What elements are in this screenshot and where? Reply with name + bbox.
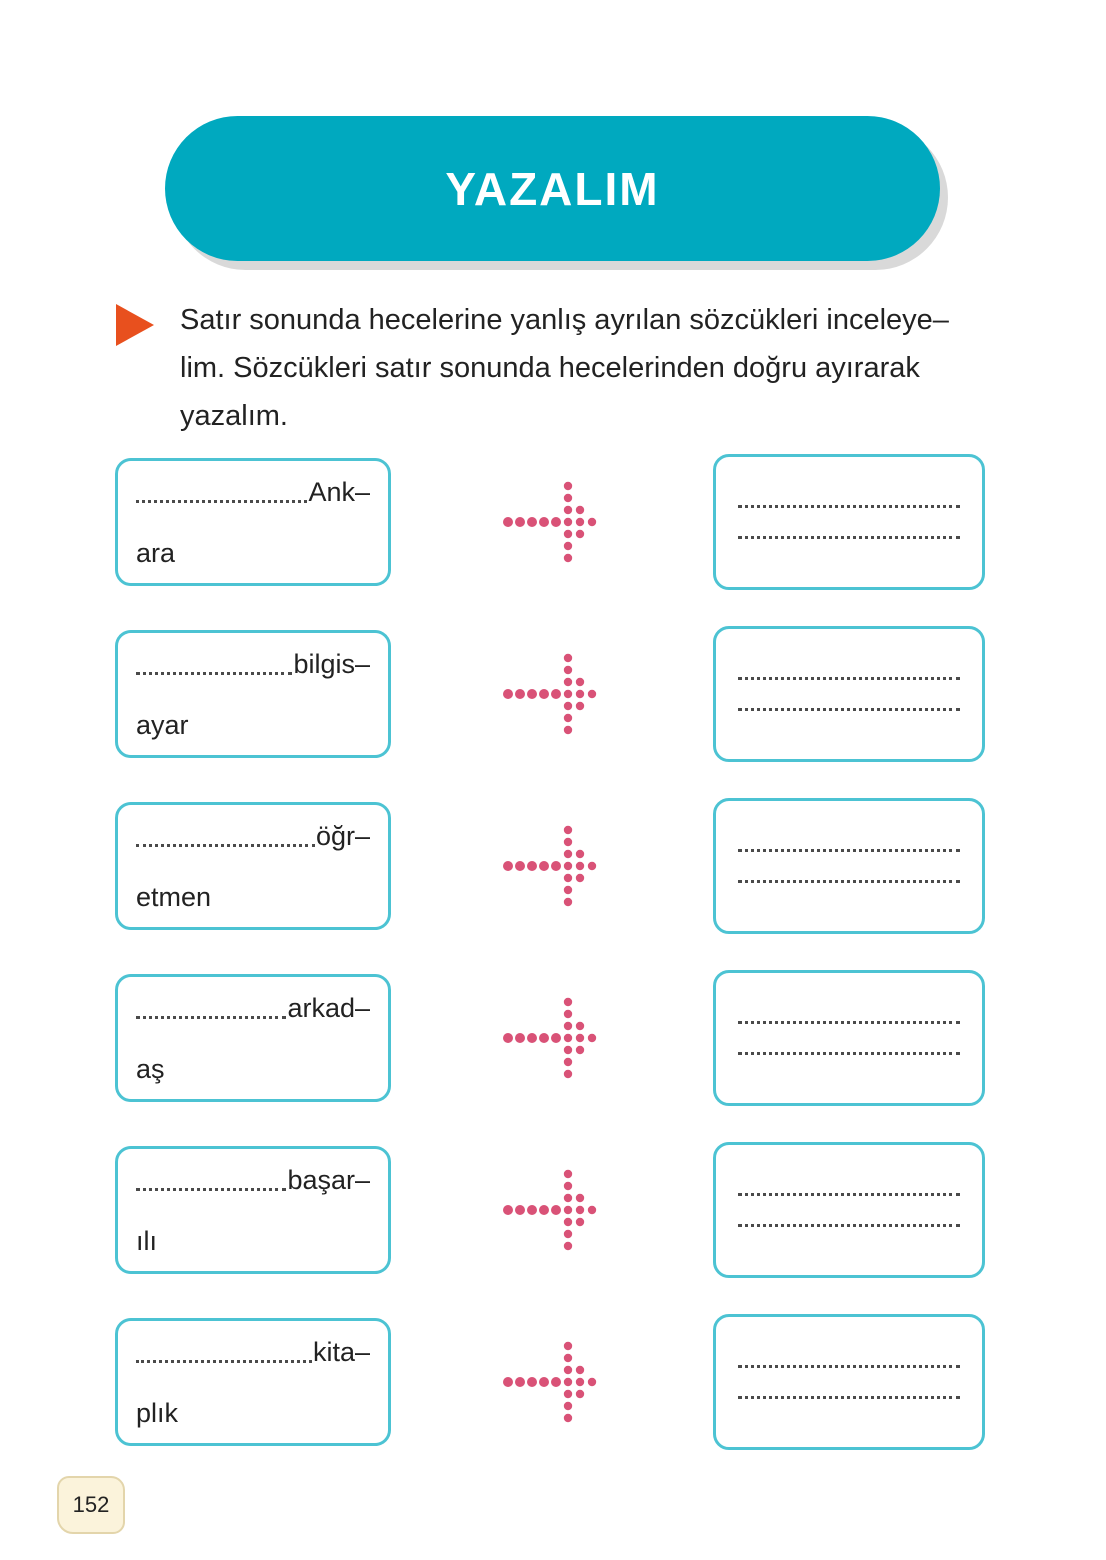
answer-dotted-line[interactable] xyxy=(738,505,960,508)
page-number-badge xyxy=(57,1476,125,1534)
page-number: 152 xyxy=(72,1492,110,1517)
wrong-split-box xyxy=(115,458,391,586)
instruction-line: lim. Sözcükleri satır sonunda hecelerinden doğru ayırarak xyxy=(180,352,920,384)
answer-box[interactable] xyxy=(713,1142,985,1278)
instruction-line: yazalım. xyxy=(180,400,288,432)
page-title: YAZALIM xyxy=(445,162,660,215)
fragment-line xyxy=(136,821,370,852)
fragment-line xyxy=(136,993,370,1024)
answer-dotted-line[interactable] xyxy=(738,1224,960,1227)
answer-box[interactable] xyxy=(713,626,985,762)
triangle-bullet-icon xyxy=(116,304,154,346)
word-fragment: öğr– xyxy=(315,821,370,851)
word-continuation: ılı xyxy=(136,1226,158,1256)
exercise-row xyxy=(115,972,985,1104)
wrong-split-box xyxy=(115,802,391,930)
dotted-leader xyxy=(136,1360,312,1363)
word-fragment: başar– xyxy=(287,1165,370,1195)
arrow-cell xyxy=(391,1164,713,1256)
answer-dotted-line[interactable] xyxy=(738,536,960,539)
dotted-leader xyxy=(136,1016,286,1019)
word-continuation: ara xyxy=(136,538,176,568)
word-fragment: Ank– xyxy=(308,477,370,507)
arrow-cell xyxy=(391,820,713,912)
dotted-leader xyxy=(136,672,292,675)
word-fragment: kita– xyxy=(312,1337,370,1367)
arrow-cell xyxy=(391,476,713,568)
instruction-block xyxy=(116,296,1006,440)
dotted-leader xyxy=(136,844,315,847)
exercise-rows xyxy=(115,456,985,1448)
answer-box[interactable] xyxy=(713,798,985,934)
word-continuation: aş xyxy=(136,1054,165,1084)
answer-box[interactable] xyxy=(713,1314,985,1450)
instruction-line: Satır sonunda hecelerine yanlış ayrılan sözcükleri inceleye– xyxy=(180,304,949,336)
answer-dotted-line[interactable] xyxy=(738,1365,960,1368)
instruction-text xyxy=(180,296,949,440)
word-continuation: etmen xyxy=(136,882,212,912)
fragment-line xyxy=(136,649,370,680)
wrong-split-box xyxy=(115,630,391,758)
answer-dotted-line[interactable] xyxy=(738,677,960,680)
wrong-split-box xyxy=(115,974,391,1102)
answer-dotted-line[interactable] xyxy=(738,849,960,852)
answer-dotted-line[interactable] xyxy=(738,708,960,711)
answer-dotted-line[interactable] xyxy=(738,1193,960,1196)
answer-dotted-line[interactable] xyxy=(738,880,960,883)
dotted-arrow-icon xyxy=(500,648,604,740)
word-continuation: ayar xyxy=(136,710,189,740)
dotted-arrow-icon xyxy=(500,1164,604,1256)
dotted-leader xyxy=(136,1188,286,1191)
fragment-line xyxy=(136,477,370,508)
exercise-row xyxy=(115,1144,985,1276)
dotted-arrow-icon xyxy=(500,476,604,568)
arrow-cell xyxy=(391,992,713,1084)
answer-dotted-line[interactable] xyxy=(738,1396,960,1399)
answer-dotted-line[interactable] xyxy=(738,1021,960,1024)
title-banner xyxy=(165,116,940,261)
fragment-line xyxy=(136,1337,370,1368)
dotted-arrow-icon xyxy=(500,1336,604,1428)
arrow-cell xyxy=(391,648,713,740)
exercise-row xyxy=(115,456,985,588)
word-fragment: arkad– xyxy=(287,993,370,1023)
dotted-arrow-icon xyxy=(500,820,604,912)
answer-box[interactable] xyxy=(713,970,985,1106)
word-continuation: plık xyxy=(136,1398,179,1428)
dotted-leader xyxy=(136,500,307,503)
exercise-row xyxy=(115,628,985,760)
word-fragment: bilgis– xyxy=(293,649,370,679)
wrong-split-box xyxy=(115,1318,391,1446)
dotted-arrow-icon xyxy=(500,992,604,1084)
wrong-split-box xyxy=(115,1146,391,1274)
exercise-row xyxy=(115,800,985,932)
answer-box[interactable] xyxy=(713,454,985,590)
answer-dotted-line[interactable] xyxy=(738,1052,960,1055)
arrow-cell xyxy=(391,1336,713,1428)
exercise-row xyxy=(115,1316,985,1448)
fragment-line xyxy=(136,1165,370,1196)
